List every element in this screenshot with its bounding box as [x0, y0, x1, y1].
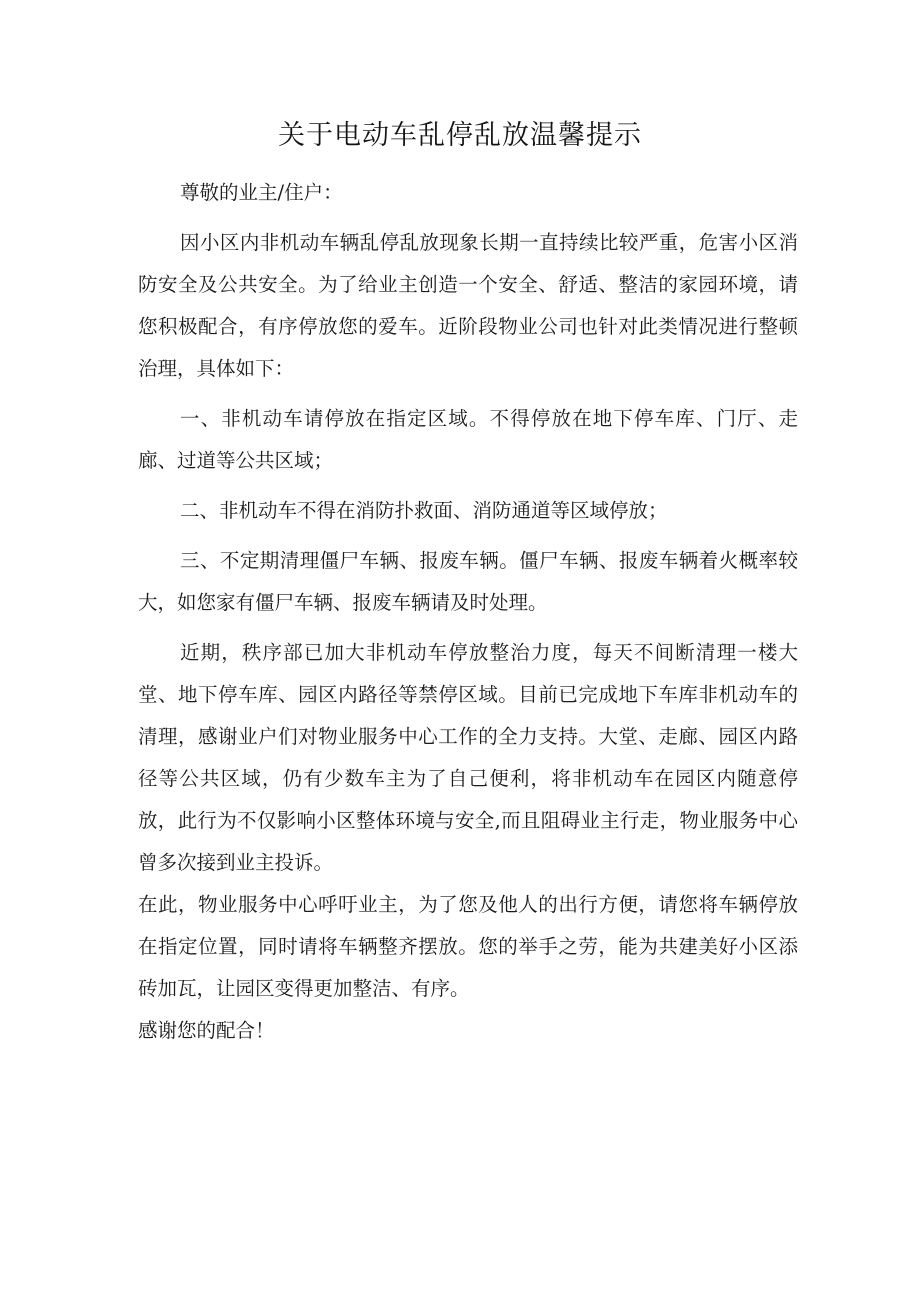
rule-item-3: 三、不定期清理僵尸车辆、报废车辆。僵尸车辆、报废车辆着火概率较大，如您家有僵尸车辆、报废车辆请及时处理。 — [138, 549, 798, 614]
appeal-paragraph: 在此，物业服务中心呼吁业主，为了您及他人的出行方便，请您将车辆停放在指定位置，同时请将车辆整齐摆放。您的举手之劳，能为共建美好小区添砖加瓦，让园区变得更加整洁、有序。 — [138, 893, 798, 1000]
progress-paragraph: 近期，秩序部已加大非机动车停放整治力度，每天不间断清理一楼大堂、地下停车库、园区内路径等禁停区域。目前已完成地下车库非机动车的清理，感谢业户们对物业服务中心工作的全力支持。大堂、走廊、园区内路径等公共区域，仍有少数车主为了自己便利，将非机动车在园区内随意停放，此行为不仅影响小区整体环境与安全,而且阻碍业主行走，物业服务中心曾多次接到业主投诉。 — [138, 641, 798, 874]
intro-paragraph: 因小区内非机动车辆乱停乱放现象长期一直持续比较严重，危害小区消防安全及公共安全。为了给业主创造一个安全、舒适、整洁的家园环境，请您积极配合，有序停放您的爱车。近阶段物业公司也针对此类情况进行整顿治理，具体如下： — [138, 231, 798, 380]
page-title: 关于电动车乱停乱放温馨提示 — [278, 120, 642, 151]
closing-line: 感谢您的配合！ — [138, 1019, 275, 1042]
salutation: 尊敬的业主/住户： — [180, 181, 343, 204]
rule-item-1: 一、非机动车请停放在指定区域。不得停放在地下停车库、门厅、走廊、过道等公共区域； — [138, 407, 798, 472]
rule-item-2: 二、非机动车不得在消防扑救面、消防通道等区域停放； — [180, 499, 668, 522]
document-body — [138, 172, 798, 1052]
